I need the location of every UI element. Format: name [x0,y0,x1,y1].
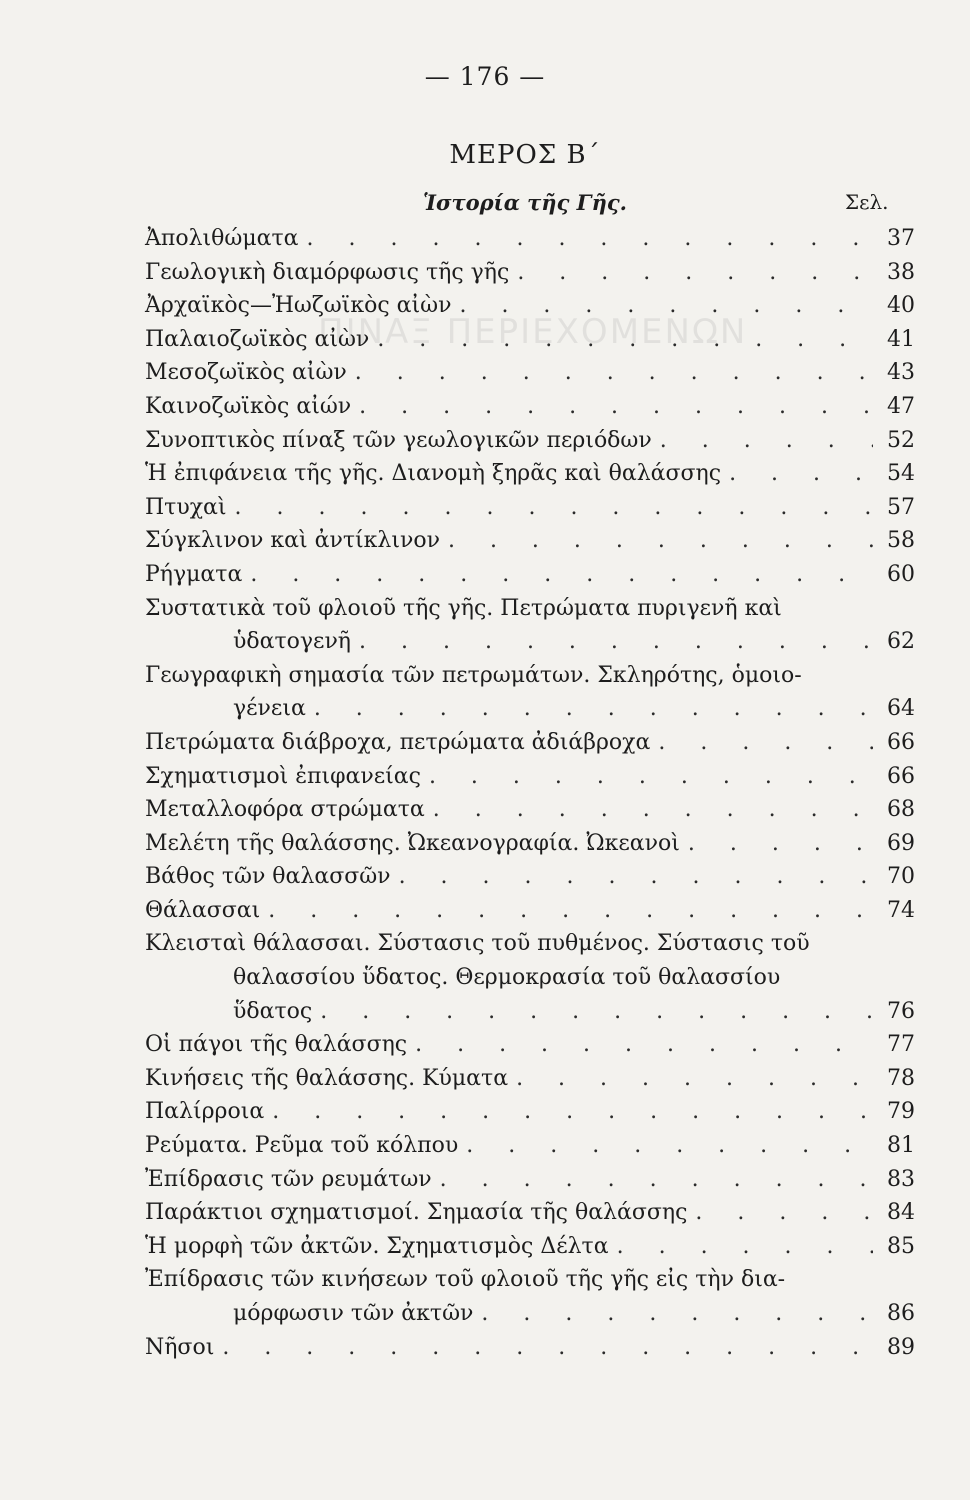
toc-entry-title: Ρήγματα [145,561,243,587]
dot-leader [459,289,873,322]
dot-leader [617,1230,873,1263]
toc-entry [145,356,915,390]
toc-entry-title: Πετρώματα διάβροχα, πετρώματα ἀδιάβροχα [145,729,651,755]
toc-entry-page: 66 [887,763,915,789]
dot-leader [272,1095,873,1128]
toc-entry-title: Θάλασσαι [145,897,261,923]
dot-leader [729,457,873,490]
dot-leader [429,760,873,793]
toc-entry [145,894,915,928]
toc-entry-page: 77 [887,1032,915,1058]
toc-entry-page: 69 [887,830,915,856]
toc-entry-page: 58 [887,528,915,554]
dot-leader [399,860,873,893]
toc-entry-title: ὑδατογενῆ [233,629,351,655]
toc-entry [145,860,915,894]
toc-entry-title: Οἱ πάγοι τῆς θαλάσσης [145,1032,408,1058]
toc-entry-title: Μελέτη τῆς θαλάσσης. Ὠκεανογραφία. Ὠκεανοὶ [145,830,680,856]
toc-entry-title: Ἡ ἐπιφάνεια τῆς γῆς. Διανομὴ ξηρᾶς καὶ θαλάσσης [145,461,722,487]
toc-entry [145,1263,915,1297]
toc-entry [145,625,915,659]
toc-entry-title: Κλεισταὶ θάλασσαι. Σύστασις τοῦ πυθμένος. Σύστασις τοῦ [145,931,810,957]
toc-entry-title: Ἐπίδρασις τῶν ρευμάτων [145,1166,432,1192]
toc-entry-page: 40 [887,293,915,319]
toc-entry-title: θαλασσίου ὕδατος. Θερμοκρασία τοῦ θαλασσίου [233,965,781,991]
toc-entry [145,390,915,424]
dot-leader [222,1331,873,1364]
toc-entry [145,659,915,693]
toc-entry [145,256,915,290]
toc-entry-page: 64 [887,696,915,722]
toc-entry-title: Πτυχαὶ [145,494,227,520]
dot-leader [466,1129,873,1162]
dot-leader [359,625,873,658]
dot-leader [695,1196,873,1229]
toc-entry [145,760,915,794]
dot-leader [320,995,873,1028]
toc-entry-page: 66 [887,729,915,755]
toc-entry-title: Ἐπίδρασις τῶν κινήσεων τοῦ φλοιοῦ τῆς γῆς εἰς τὴν δια- [145,1267,786,1293]
toc-entry-page: 89 [887,1334,915,1360]
toc-entry-page: 79 [887,1099,915,1125]
toc-entry-title: Ἀπολιθώματα [145,226,299,251]
toc-entry [145,558,915,592]
toc-entry [145,1331,915,1365]
toc-entry-title: Συστατικὰ τοῦ φλοιοῦ τῆς γῆς. Πετρώματα πυριγενῆ καὶ [145,595,782,621]
toc-entry [145,1129,915,1163]
toc-entry [145,424,915,458]
toc-entry-page: 70 [887,864,915,890]
toc-entry-page: 62 [887,629,915,655]
dot-leader [517,256,873,289]
toc-entry-title: Ρεύματα. Ρεῦμα τοῦ κόλπου [145,1133,459,1159]
toc-entry-title: Σχηματισμοὶ ἐπιφανείας [145,763,421,789]
toc-entry-page: 54 [887,461,915,487]
toc-entry [145,222,915,256]
dot-leader [658,726,873,759]
dot-leader [688,827,873,860]
toc-entry-title: Γεωγραφικὴ σημασία τῶν πετρωμάτων. Σκληρότης, ὁμοιο- [145,662,802,688]
dot-leader [359,390,873,423]
toc-entry [145,1163,915,1197]
toc-entry [145,323,915,357]
dot-leader [268,894,873,927]
toc-entry-title: Κινήσεις τῆς θαλάσσης. Κύματα [145,1065,509,1091]
dot-leader [314,692,873,725]
toc-entry-title: Παλίρροια [145,1099,265,1125]
toc-entry [145,827,915,861]
toc-entry [145,1230,915,1264]
dot-leader [415,1028,873,1061]
toc-entry-page: 57 [887,494,915,520]
page-column-header: Σελ. [845,190,889,214]
toc-entry-page: 52 [887,427,915,453]
toc-entry-page: 86 [887,1301,915,1326]
toc-entry [145,1196,915,1230]
toc-entry-page: 47 [887,393,915,419]
toc-entry [145,1297,915,1331]
toc-entry-title: Παλαιοζωϊκὸς αἰὼν [145,326,370,352]
toc-entry-title: Μεσοζωϊκὸς αἰὼν [145,360,347,386]
toc-entry-title: γένεια [233,696,306,722]
toc-entry-title: ὕδατος [233,998,313,1024]
toc-entry-title: Γεωλογικὴ διαμόρφωσις τῆς γῆς [145,259,510,285]
toc-entry [145,524,915,558]
toc-entry-title: Ἀρχαϊκὸς—Ἠωζωϊκὸς αἰὼν [145,293,452,319]
toc-entry [145,1028,915,1062]
dot-leader [307,222,873,255]
toc-entry [145,592,915,626]
toc-entry-title: Βάθος τῶν θαλασσῶν [145,864,391,890]
toc-entry-page: 68 [887,797,915,823]
toc-entry-title: Καινοζωϊκὸς αἰών [145,393,352,419]
toc-entry-page: 78 [887,1065,915,1091]
dot-leader [660,424,873,457]
toc-entry [145,1095,915,1129]
page-number: — 176 — [424,62,546,91]
dot-leader [433,793,873,826]
toc-entry-page: 84 [887,1200,915,1226]
toc-entry-page: 38 [887,259,915,285]
toc-entry-page: 74 [887,897,915,923]
bleed-through-text: ΠΙΝΑΞ ΠΕΡΙΕΧΟΜΕΝΩΝ [318,312,748,352]
toc-entry-page: 81 [887,1133,915,1159]
toc-entry-title: Μεταλλοφόρα στρώματα [145,797,425,823]
dot-leader [235,491,873,524]
toc-entry [145,793,915,827]
toc-entry-page: 41 [887,326,915,352]
toc-entry-page: 76 [887,998,915,1024]
toc-entry [145,457,915,491]
toc-entry [145,1062,915,1096]
dot-leader [377,323,873,356]
toc-entry-page: 37 [887,226,915,251]
toc-entry-title: Νῆσοι [145,1334,215,1360]
toc-entry [145,927,915,961]
toc-entry [145,995,915,1029]
toc-entry-title: Παράκτιοι σχηματισμοί. Σημασία τῆς θαλάσσης [145,1200,688,1226]
toc-entry-page: 43 [887,360,915,386]
toc-entry-title: Σύγκλινον καὶ ἀντίκλινον [145,528,440,554]
toc-entry-page: 83 [887,1166,915,1192]
dot-leader [516,1062,873,1095]
toc-entry [145,289,915,323]
toc-entry [145,491,915,525]
toc-entry-title: Ἡ μορφὴ τῶν ἀκτῶν. Σχηματισμὸς Δέλτα [145,1233,609,1259]
dot-leader [481,1297,873,1330]
toc-entry [145,692,915,726]
section-title: Ἱστορία τῆς Γῆς. [423,190,627,215]
dot-leader [448,524,873,557]
toc-entry-title: Συνοπτικὸς πίναξ τῶν γεωλογικῶν περιόδων [145,427,652,453]
toc-entry [145,961,915,995]
toc-entry-page: 85 [887,1233,915,1259]
toc-entry-page: 60 [887,561,915,587]
toc-entry [145,726,915,760]
toc-entry-title: μόρφωσιν τῶν ἀκτῶν [233,1301,474,1326]
part-title: ΜΕΡΟΣ Β΄ [449,140,601,170]
table-of-contents [145,222,915,1364]
dot-leader [440,1163,873,1196]
dot-leader [355,356,873,389]
dot-leader [250,558,873,591]
